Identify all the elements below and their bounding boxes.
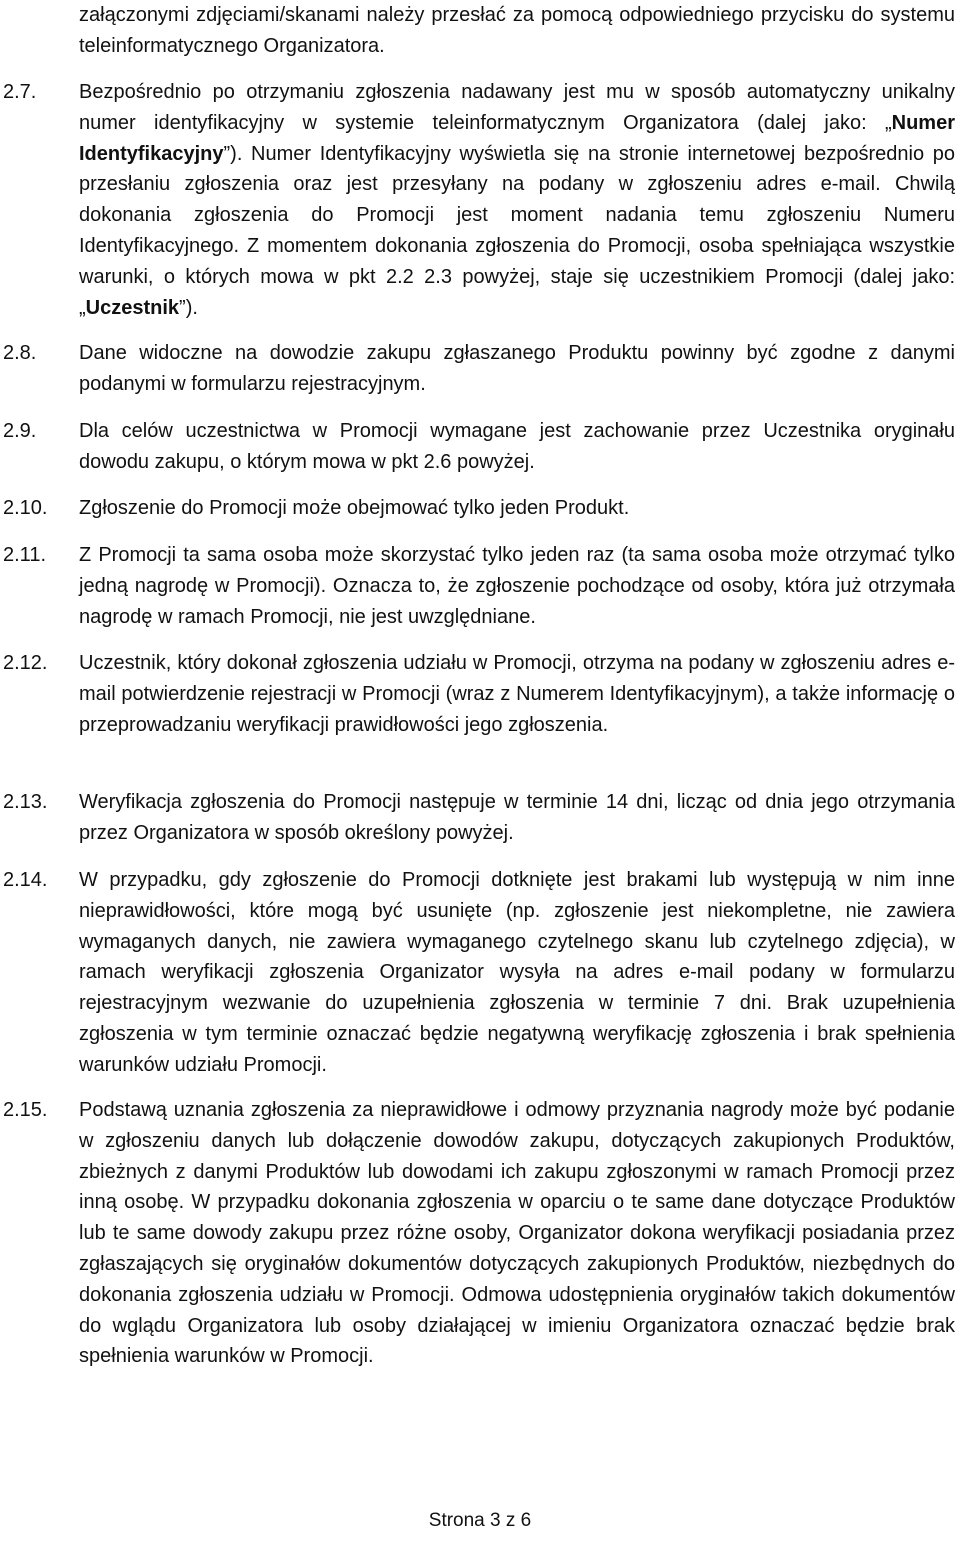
clause-text: Dane widoczne na dowodzie zakupu zgłaszanego Produktu powinny być zgodne z danymi podanymi w formularzu rejestracyjnym.	[79, 342, 955, 395]
clause-number: 2.8.	[3, 342, 37, 364]
page-number-footer: Strona 3 z 6	[428, 1510, 532, 1531]
clause-number: 2.14.	[3, 869, 48, 891]
clause-text: Zgłoszenie do Promocji może obejmować tylko jeden Produkt.	[79, 497, 630, 519]
clause-number: 2.7.	[3, 81, 37, 103]
clause-text: Dla celów uczestnictwa w Promocji wymagane jest zachowanie przez Uczestnika oryginału dowodu zakupu, o którym mowa w pkt 2.6 powyżej.	[79, 420, 955, 473]
clause-text: Uczestnik, który dokonał zgłoszenia udziału w Promocji, otrzyma na podany w zgłoszeniu adres e-mail potwierdzenie rejestracji w Promocji (wraz z Numerem Identyfikacyjnym), a także informację o przeprowadzaniu weryfikacji prawidłowości jego zgłoszenia.	[79, 652, 955, 736]
clause-text: Podstawą uznania zgłoszenia za nieprawidłowe i odmowy przyznania nagrody może być podanie w zgłoszeniu danych lub dołączenie dowodów zakupu, dotyczących zakupionych Produktów, zbieżnych z danymi Produktów lub dowodami ich zakupu zgłoszonymi w ramach Promocji przez inną osobę. W przypadku dokonania zgłoszenia w oparciu o te same dane dotyczące Produktów lub te same dowody zakupu przez różne osoby, Organizator dokona weryfikacji posiadania przez zgłaszających się oryginałów dokumentów dotyczących zakupionych Produktów, niezbędnych do dokonania zgłoszenia udziału w Promocji. Odmowa udostępnienia oryginałów takich dokumentów do wglądu Organizatora lub osoby działającej w imieniu Organizatora oznaczać będzie brak spełnienia warunków w Promocji.	[79, 1099, 955, 1368]
continuation-paragraph: załączonymi zdjęciami/skanami należy przesłać za pomocą odpowiedniego przycisku do systemu teleinformatycznego Organizatora.	[79, 4, 955, 57]
clause-text-part: ”).	[179, 296, 198, 319]
defined-term-numer: Numer Identyfikacyjny	[79, 111, 955, 165]
clause-number: 2.9.	[3, 420, 37, 442]
clause-text-part: Bezpośrednio po otrzymaniu zgłoszenia nadawany jest mu w sposób automatyczny unikalny numer identyfikacyjny w systemie teleinformatycznym Organizatora (dalej jako: „	[79, 81, 955, 134]
clause-number: 2.12.	[3, 652, 48, 674]
clause-text	[79, 77, 955, 323]
clause-number: 2.11.	[3, 544, 46, 566]
clause-text: Weryfikacja zgłoszenia do Promocji następuje w terminie 14 dni, licząc od dnia jego otrzymania przez Organizatora w sposób określony powyżej.	[79, 791, 955, 844]
clause-text: W przypadku, gdy zgłoszenie do Promocji dotknięte jest brakami lub występują w nim inne nieprawidłowości, które mogą być usunięte (np. zgłoszenie jest niekompletne, nie zawiera wymaganych danych, nie zawiera wymaganego czytelnego skanu lub czytelnego zdjęcia), w ramach weryfikacji zgłoszenia Organizator wysyła na adres e-mail podany w formularzu rejestracyjnym wezwanie do uzupełnienia zgłoszenia w terminie 7 dni. Brak uzupełnienia zgłoszenia w tym terminie oznaczać będzie negatywną weryfikację zgłoszenia i brak spełnienia warunków udziału Promocji.	[79, 869, 955, 1076]
clause-text: Z Promocji ta sama osoba może skorzystać tylko jeden raz (ta sama osoba może otrzymać tylko jedną nagrodę w Promocji). Oznacza to, że zgłoszenie pochodzące od osoby, która już otrzymała nagrodę w ramach Promocji, nie jest uwzględniane.	[79, 544, 955, 628]
clause-number: 2.15.	[3, 1099, 48, 1121]
clause-number: 2.13.	[3, 791, 48, 813]
defined-term-uczestnik: Uczestnik	[85, 296, 180, 319]
clause-text-part: ”). Numer Identyfikacyjny wyświetla się na stronie internetowej bezpośrednio po przesłaniu zgłoszenia oraz jest przesyłany na podany w zgłoszeniu adres e-mail. Chwilą dokonania zgłoszenia do Promocji jest moment nadania temu zgłoszeniu Numeru Identyfikacyjnego. Z momentem dokonania zgłoszenia do Promocji, osoba spełniająca wszystkie warunki, o których mowa w pkt 2.2 2.3 powyżej, staje się uczestnikiem Promocji (dalej jako: „	[79, 142, 955, 319]
clause-number: 2.10.	[3, 497, 48, 519]
